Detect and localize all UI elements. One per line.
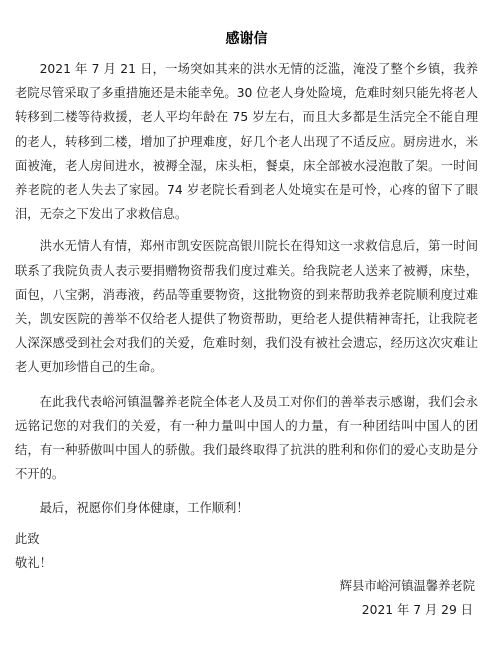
closing-block: [340, 574, 475, 622]
signature: 辉县市峪河镇温馨养老院: [339, 579, 475, 593]
letter-title: 感谢信: [225, 31, 268, 47]
salutation-line-2: 敬礼！: [15, 555, 52, 570]
letter-paragraph-4: 最后，祝愿你们身体健康，工作顺利！: [39, 501, 249, 516]
letter-paragraph-2: 洪水无情人有情，郑州市凯安医院高银川院长在得知这一求救信息后，第一时间联系了我院负责人表示要捐赠物资帮我们度过难关。给我院老人送来了被褥，床垫，面包，八宝粥，消毒液，药品等重要物资，这批物资的到来帮助我养老院顺利度过难关，凯安医院的善举不仅给老人提供了物资帮助，更给老人提供精神寄托，让我院老人深深感受到社会对我们的关爱，危难时刻，我们没有被社会遗忘，经历这次灾难让老人更加珍惜自己的生命。: [15, 239, 478, 375]
letter-date: 2021 年 7 月 29 日: [361, 603, 473, 617]
salutation-line-1: 此致: [15, 531, 40, 546]
letter-paragraph-3: 在此我代表峪河镇温馨养老院全体老人及员工对你们的善举表示感谢，我们会永远铭记您的对我们的关爱，有一种力量叫中国人的力量，有一种团结叫中国人的团结，有一种骄傲叫中国人的骄傲。我们最终取得了抗洪的胜利和你们的爱心支助是分不开的。: [15, 394, 478, 482]
letter-paragraph-1: 2021 年 7 月 21 日，一场突如其来的洪水无情的泛滥，淹没了整个乡镇，我养老院尽管采取了多重措施还是未能幸免。30 位老人身处险境，危难时刻只能先将老人转移到二楼等待救援，老人平均年龄在 75 岁左右，而且大多都是生活完全不能自理的老人，转移到二楼，增加了护理难度，好几个老人出现了不适反应。厨房进水，米面被淹，老人房间进水，被褥全湿，床头柜，餐桌，床全部被水浸泡散了架。一时间养老院的老人失去了家园。74 岁老院长看到老人处境实在是可怜，心疼的留下了眼泪，无奈之下发出了求救信息。: [15, 62, 478, 222]
